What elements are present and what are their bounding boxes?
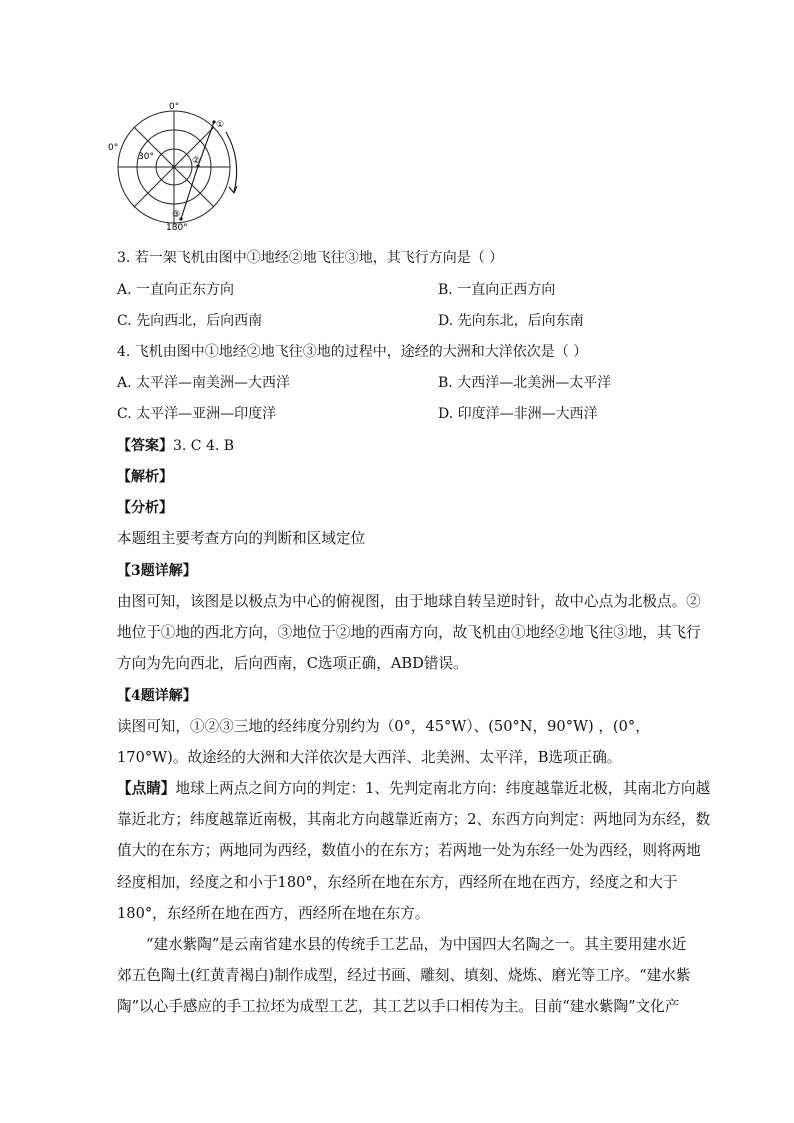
label-top-0: 0° bbox=[169, 102, 180, 112]
dianjing-first-text: 地球上两点之间方向的判定：1、先判定南北方向：纬度越靠近北极，其南北方向越 bbox=[175, 780, 711, 797]
answer-line bbox=[117, 436, 234, 456]
marker-1: ① bbox=[216, 120, 225, 130]
meridian-lines bbox=[118, 111, 230, 223]
passage-line-1: “建水紫陶”是云南省建水县的传统手工艺品，为中国四大名陶之一。其主要用建水近 bbox=[146, 936, 687, 953]
marker-2: ② bbox=[192, 156, 201, 166]
dianjing-line-1 bbox=[117, 779, 710, 799]
q4-option-c: C. 太平洋—亚洲—印度洋 bbox=[117, 406, 277, 422]
q4-detail-line-1: 读图可知，①②③三地的经纬度分别约为（0°，45°W）、(50°N，90°W) ，(0°， bbox=[117, 718, 650, 735]
label-left-0: 0° bbox=[108, 143, 119, 153]
passage-line-3: 陶”以心手感应的手工拉坯为成型工艺，其工艺以手口相传为主。目前“建水紫陶”文化产 bbox=[117, 998, 680, 1015]
q4-option-b: B. 大西洋—北美洲—太平洋 bbox=[438, 375, 612, 391]
q3-detail-line-3: 方向为先向西北，后向西南，C选项正确，ABD错误。 bbox=[117, 655, 468, 672]
flight-route bbox=[181, 122, 237, 219]
q3-option-d: D. 先向东北，后向东南 bbox=[438, 313, 584, 329]
q3-detail-label: 【3题详解】 bbox=[117, 563, 197, 579]
label-bottom-180: 180° bbox=[166, 223, 188, 230]
rotation-arrow-head bbox=[229, 186, 237, 193]
dianjing-line-5: 180°，东经所在地在西方，西经所在地在东方。 bbox=[117, 905, 430, 922]
q3-detail-line-2: 地位于①地的西北方向，③地位于②地的西南方向，故飞机由①地经②地飞往③地，其飞行 bbox=[117, 624, 701, 641]
answer-label: 【答案】 bbox=[117, 438, 173, 454]
q4-detail-label: 【4题详解】 bbox=[117, 688, 197, 704]
fenxi-label: 【分析】 bbox=[117, 500, 173, 516]
q3-option-b: B. 一直向正西方向 bbox=[438, 282, 556, 298]
q4-stem: 4. 飞机由图中①地经②地飞往③地的过程中，途经的大洲和大洋依次是（ ） bbox=[117, 344, 588, 360]
answer-text: 3. C 4. B bbox=[173, 438, 235, 454]
q4-option-d: D. 印度洋—非洲—大西洋 bbox=[438, 406, 598, 422]
passage-line-2: 郊五色陶土(红黄青褐白)制作成型，经过书画、雕刻、填刻、烧炼、磨光等工序。“建水紫 bbox=[117, 967, 691, 984]
fenxi-text: 本题组主要考查方向的判断和区域定位 bbox=[117, 530, 366, 547]
q3-option-a: A. 一直向正东方向 bbox=[117, 282, 235, 298]
dianjing-label: 【点睛】 bbox=[117, 780, 176, 797]
q3-option-c: C. 先向西北，后向西南 bbox=[117, 313, 263, 329]
dianjing-line-2: 靠近北方；纬度越靠近南极，其南北方向越靠近南方；2、东西方向判定：两地同为东经，数 bbox=[117, 811, 711, 828]
dianjing-line-3: 值大的在东方；两地同为西经，数值小的在东方；若两地一处为东经一处为西经，则将两地 bbox=[117, 842, 701, 859]
route-1-to-2 bbox=[198, 122, 214, 166]
route-2-to-3 bbox=[181, 166, 198, 219]
q4-detail-line-2: 170°W)。故途经的大洲和大洋依次是大西洋、北美洲、太平洋，B选项正确。 bbox=[117, 749, 622, 766]
q4-option-a: A. 太平洋—南美洲—大西洋 bbox=[117, 375, 291, 391]
q3-detail-line-1: 由图可知，该图是以极点为中心的俯视图，由于地球自转呈逆时针，故中心点为北极点。② bbox=[117, 593, 701, 610]
dianjing-line-4: 经度相加，经度之和小于180°，东经所在地在东方，西经所在地在西方，经度之和大于 bbox=[117, 874, 678, 891]
q3-stem: 3. 若一架飞机由图中①地经②地飞往③地，其飞行方向是（ ） bbox=[117, 250, 504, 266]
analysis-label: 【解析】 bbox=[117, 469, 173, 485]
polar-map-figure bbox=[108, 100, 248, 230]
label-lat-30: 30° bbox=[138, 152, 154, 162]
marker-3: ③ bbox=[172, 210, 181, 220]
